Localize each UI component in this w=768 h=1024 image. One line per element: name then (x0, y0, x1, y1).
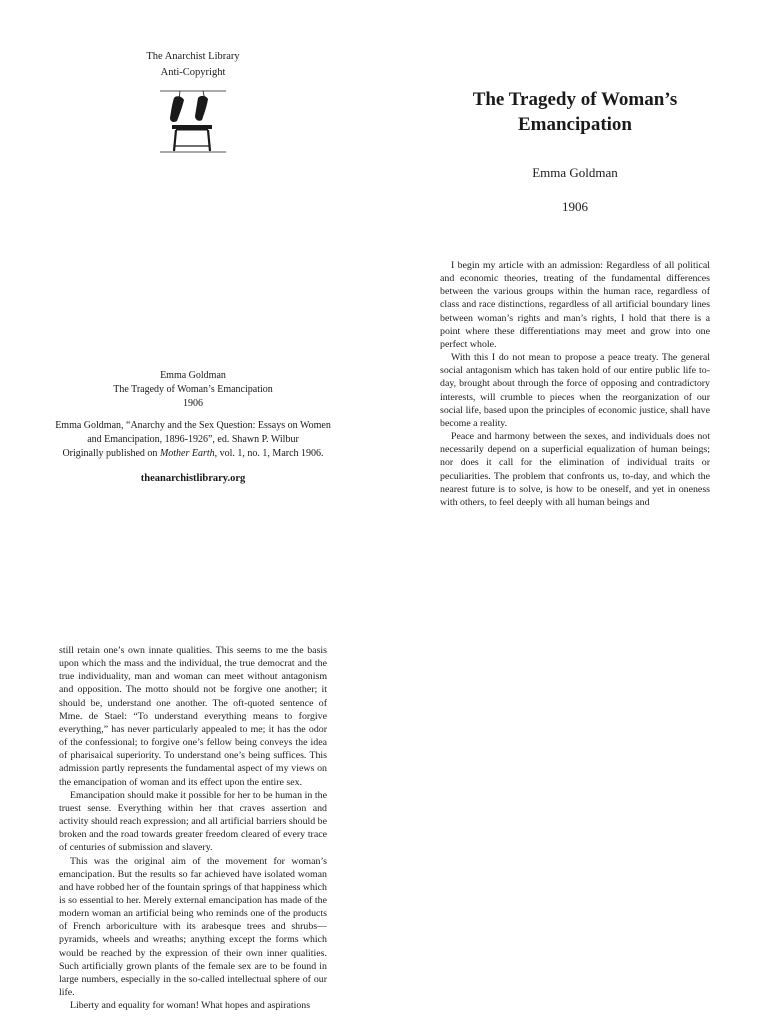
library-header (100, 49, 286, 81)
library-name: The Anarchist Library (146, 51, 240, 62)
colophon-publication (55, 447, 331, 461)
publication-year: 1906 (562, 199, 588, 214)
publication-prefix: Originally published on (62, 448, 160, 459)
paragraph: Liberty and equality for woman! What hopes and aspirations (70, 1000, 311, 1012)
author-name: Emma Goldman (532, 165, 618, 180)
colophon (55, 369, 331, 486)
page-title (440, 87, 710, 137)
publication-suffix: , vol. 1, no. 1, March 1906. (214, 448, 324, 459)
paragraph: Emancipation should make it possible for her to be human in the truest sense. Everything within her that craves assertion and activity should reach expression; and all artificial barriers should be broken and the road towards greater freedom cleared of every trace of centuries of submission and slavery. (59, 789, 327, 854)
colophon-year: 1906 (183, 398, 203, 409)
paragraph: This was the original aim of the movement for woman’s emancipation. But the results so far achieved have isolated woman and have robbed her of the fountain springs of that happiness which is so essential to her. Merely external emancipation has made of the modern woman an artificial being who reminds one of the products of French arboriculture with its arabesque trees and shrubs—pyramids, wheels and wreaths; anything except the forms which would be reached by the expression of their own inner qualities. Such artificially grown plants of the female sex are to be found in large numbers, especially in the so-called intellectual sphere of our life. (59, 855, 327, 999)
website-link[interactable]: theanarchistlibrary.org (140, 473, 246, 484)
anarchist-library-logo (160, 88, 226, 154)
copyright-notice: Anti-Copyright (160, 67, 226, 78)
paragraph: Peace and harmony between the sexes, and individuals does not necessarily depend on a superficial equalization of human beings; nor does it call for the elimination of individual traits or peculiarities. The problem that confronts us, to-day, and which the nearest future is to solve, is how to be oneself, and yet in oneness with others, to feel deeply with all human beings and (440, 431, 710, 508)
title-line-1: The Tragedy of Woman’s (472, 89, 678, 110)
paragraph: With this I do not mean to propose a peace treaty. The general social antagonism which has taken hold of our entire public life to-day, brought about through the force of opposing and contradictory interests, will crumble to pieces when the reorganization of our social life, based upon the principles of economic justice, shall have become a reality. (440, 352, 710, 429)
paragraph: I begin my article with an admission: Regardless of all political and economic theories, treating of the fundamental differences between the various groups within the human race, regardless of class and race distinctions, regardless of all artificial boundary lines between woman’s rights and man’s rights, I hold that there is a point where these differentiations may meet and grow into one perfect whole. (440, 260, 710, 350)
colophon-author: Emma Goldman (160, 370, 226, 381)
journal-name: Mother Earth (159, 448, 215, 459)
article-body-page-1 (440, 259, 710, 509)
colophon-source: Emma Goldman, “Anarchy and the Sex Question: Essays on Women and Emancipation, 1896-1926”, ed. Shawn P. Wilbur (55, 420, 331, 445)
title-line-2: Emancipation (517, 114, 633, 135)
article-body-page-2 (59, 644, 327, 1024)
colophon-title: The Tragedy of Woman’s Emancipation (113, 384, 273, 395)
paragraph-continuation: still retain one’s own innate qualities. This seems to me the basis upon which the mass and the individual, the true democrat and the true individuality, man and woman can meet without antagonism and opposition. The motto should not be forgive one another; it should be, understand one another. The oft-quoted sentence of Mme. de Stael: “To understand everything means to forgive everything,” has never particularly appealed to me; it has the odor of the confessional; to forgive one’s fellow being conveys the idea of pharisaical superiority. To understand one’s being suffices. This admission partly represents the fundamental aspect of my views on the emancipation of woman and its effect upon the entire sex. (59, 645, 327, 788)
